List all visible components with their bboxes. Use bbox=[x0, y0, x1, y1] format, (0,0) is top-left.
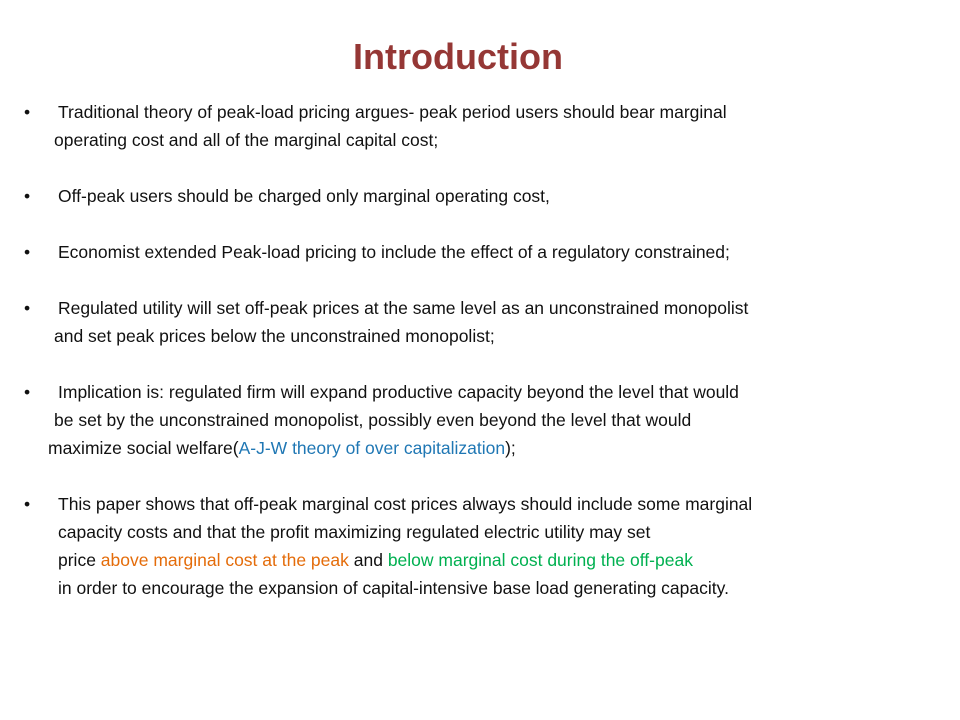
above-peak-highlight: above marginal cost at the peak bbox=[100, 550, 349, 570]
bullet-5-line-3 bbox=[24, 434, 944, 462]
bullet-item-1 bbox=[24, 98, 944, 154]
bullet-item-4 bbox=[24, 294, 944, 350]
ajw-theory-highlight: A-J-W theory of over capitalization bbox=[238, 438, 506, 458]
bullet-item-6 bbox=[24, 490, 944, 602]
bullet-4-line-1: Regulated utility will set off-peak prices at the same level as an unconstrained monopolist bbox=[58, 298, 749, 318]
bullet-4-line-2: and set peak prices below the unconstrained monopolist; bbox=[54, 326, 495, 346]
bullet-5-line-3-before: maximize social welfare( bbox=[48, 438, 239, 458]
bullet-2-line-1: Off-peak users should be charged only marginal operating cost, bbox=[58, 186, 550, 206]
bullet-item-2 bbox=[24, 182, 944, 210]
bullet-1-line-2: operating cost and all of the marginal capital cost; bbox=[54, 130, 439, 150]
bullet-dot: • bbox=[24, 242, 31, 262]
bullet-dot: • bbox=[24, 186, 31, 206]
bullet-6-line-3 bbox=[24, 546, 944, 574]
bullet-5-line-2: be set by the unconstrained monopolist, possibly even beyond the level that would bbox=[54, 410, 692, 430]
bullet-list bbox=[24, 98, 944, 602]
bullet-6-line-1: This paper shows that off-peak marginal cost prices always should include some marginal bbox=[58, 494, 753, 514]
bullet-1-line-1: Traditional theory of peak-load pricing argues- peak period users should bear marginal bbox=[58, 102, 727, 122]
bullet-dot: • bbox=[24, 298, 31, 318]
below-offpeak-highlight: below marginal cost during the off-peak bbox=[387, 550, 693, 570]
bullet-3-line-1: Economist extended Peak-load pricing to include the effect of a regulatory constrained; bbox=[58, 242, 730, 262]
bullet-6-line-4: in order to encourage the expansion of capital-intensive base load generating capacity. bbox=[58, 578, 729, 598]
bullet-6-line-2: capacity costs and that the profit maximizing regulated electric utility may set bbox=[58, 522, 651, 542]
bullet-5-line-1: Implication is: regulated firm will expand productive capacity beyond the level that would bbox=[58, 382, 739, 402]
bullet-dot: • bbox=[24, 494, 31, 514]
bullet-5-line-3-after: ); bbox=[505, 438, 516, 458]
bullet-6-line-3-part-1: price bbox=[58, 550, 101, 570]
bullet-dot: • bbox=[24, 382, 31, 402]
bullet-6-line-3-part-2: and bbox=[348, 550, 388, 570]
bullet-dot: • bbox=[24, 102, 31, 122]
bullet-item-5 bbox=[24, 378, 944, 462]
bullet-item-3 bbox=[24, 238, 944, 266]
slide-title: Introduction bbox=[353, 36, 563, 77]
